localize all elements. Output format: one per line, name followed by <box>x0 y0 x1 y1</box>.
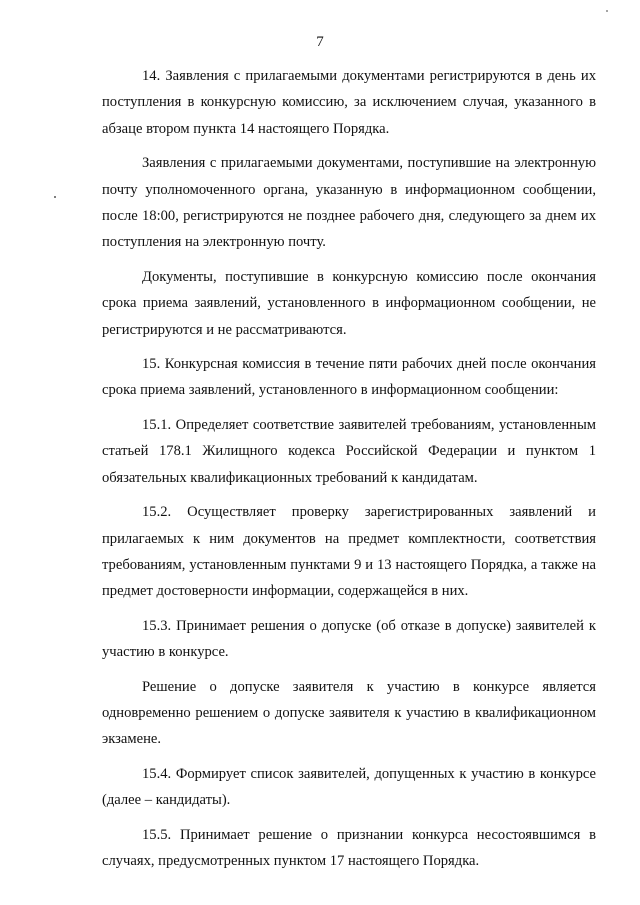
paragraph-15: 15. Конкурсная комиссия в течение пяти рабочих дней после окончания срока приема заявлений, установленного в информационном сообщении: <box>102 356 596 399</box>
paragraph-14-late-documents: Документы, поступившие в конкурсную комиссию после окончания срока приема заявлений, установленного в информационном сообщении, не регистрируются и не рассматриваются. <box>102 268 596 338</box>
document-body <box>102 63 596 882</box>
paragraph-15-3: 15.3. Принимает решения о допуске (об отказе в допуске) заявителей к участию в конкурсе. <box>102 617 596 661</box>
paragraph-14: 14. Заявления с прилагаемыми документами регистрируются в день их поступления в конкурсную комиссию, за исключением случая, указанного в абзаце втором пункта 14 настоящего Порядка. <box>102 68 596 137</box>
scan-speck <box>54 196 56 198</box>
paragraph-15-3-exam: Решение о допуске заявителя к участию в конкурсе является одновременно решением о допуске заявителя к участию в квалификационном экзамене. <box>102 678 596 748</box>
paragraph-15-5: 15.5. Принимает решение о признании конкурса несостоявшимся в случаях, предусмотренных пунктом 17 настоящего Порядка. <box>102 826 596 869</box>
paragraph-15-4: 15.4. Формирует список заявителей, допущенных к участию в конкурсе (далее – кандидаты). <box>102 765 596 809</box>
page-number: 7 <box>316 34 324 50</box>
scan-speck <box>606 10 608 12</box>
paragraph-15-1: 15.1. Определяет соответствие заявителей требованиям, установленным статьей 178.1 Жилищного кодекса Российской Федерации и пунктом 1 обязательных квалификационных требований к кандидатам. <box>102 416 596 486</box>
paragraph-15-2: 15.2. Осуществляет проверку зарегистрированных заявлений и прилагаемых к ним документов на предмет комплектности, соответствия требованиям, установленным пунктами 9 и 13 настоящего Порядка, а также на предмет достоверности информации, содержащейся в них. <box>102 504 596 600</box>
paragraph-14-email: Заявления с прилагаемыми документами, поступившие на электронную почту уполномоченного органа, указанную в информационном сообщении, после 18:00, регистрируются не позднее рабочего дня, следующего за днем их поступления на электронную почту. <box>102 155 596 251</box>
